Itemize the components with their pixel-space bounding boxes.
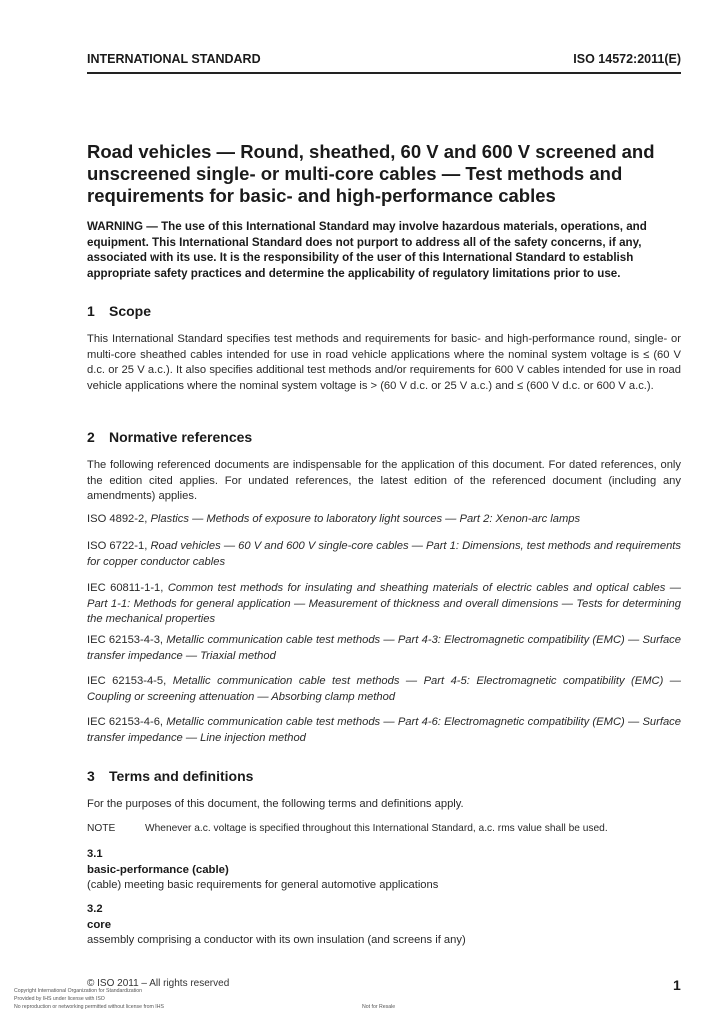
reference-code: ISO 4892-2, <box>87 513 151 525</box>
section-number: 1 <box>87 303 95 319</box>
reference-code: IEC 62153-4-5, <box>87 675 173 687</box>
reference-title: Metallic communication cable test methods — Part 4-5: Electromagnetic compatibility (EMC) — Coupling or screening attenuation — Absorbing clamp method <box>87 675 681 703</box>
reference-title: Metallic communication cable test methods — Part 4-6: Electromagnetic compatibility (EMC) — Surface transfer impedance — Line injection method <box>87 716 681 744</box>
reference-item <box>87 539 681 570</box>
reference-title: Metallic communication cable test methods — Part 4-3: Electromagnetic compatibility (EMC) — Surface transfer impedance — Triaxial method <box>87 634 681 662</box>
section-number: 3 <box>87 768 95 784</box>
scope-text: This International Standard specifies test methods and requirements for basic- and high-performance round, single- or multi-core sheathed cables intended for use in road vehicle applications where the nominal system voltage is ≤ (60 V d.c. or 25 V a.c.). It also specifies additional test methods and/or requirements for 600 V cables intended for use in road vehicle applications where the nominal system voltage is > (60 V d.c. or 25 V a.c.) and ≤ (600 V d.c. or 600 V a.c.). <box>87 333 681 392</box>
reference-item <box>87 633 681 664</box>
reference-code: ISO 6722-1, <box>87 540 151 552</box>
fine-print: No reproduction or networking permitted without license from IHS <box>14 1004 164 1010</box>
reference-title: Road vehicles — 60 V and 600 V single-core cables — Part 1: Dimensions, test methods and requirements for copper conductor cables <box>87 540 681 568</box>
term-definition: (cable) meeting basic requirements for general automotive applications <box>87 879 439 891</box>
document-title: Road vehicles — Round, sheathed, 60 V and 600 V screened and unscreened single- or multi-core cables — Test methods and requirements for basic- and high-performance cables <box>87 141 655 206</box>
reference-code: IEC 62153-4-3, <box>87 634 167 646</box>
section-title: Normative references <box>109 429 253 445</box>
reference-code: IEC 62153-4-6, <box>87 716 167 728</box>
term-name: core <box>87 919 112 931</box>
section-heading-scope <box>87 303 151 319</box>
section-number: 2 <box>87 429 95 445</box>
section-heading-normative <box>87 429 252 445</box>
reference-title: Common test methods for insulating and sheathing materials of electric cables and optical cables — Part 1-1: Methods for general application — Measurement of thickness and overall dimensions — Tests for determining the mechanical properties <box>87 582 681 625</box>
term-number: 3.2 <box>87 903 103 915</box>
fine-print: Not for Resale <box>362 1004 396 1010</box>
reference-item <box>87 674 681 705</box>
warning-paragraph: WARNING — The use of this International Standard may involve hazardous materials, operations, and equipment. This International Standard does not purport to address all of the safety concerns, if any, associated with its use. It is the responsibility of the user of this International Standard to establish appropriate safety practices and determine the applicability of regulatory limitations prior to use. <box>87 220 647 280</box>
term-name: basic-performance (cable) <box>87 864 229 876</box>
note-label: NOTE <box>87 823 116 834</box>
term-definition: assembly comprising a conductor with its own insulation (and screens if any) <box>87 934 466 946</box>
normative-intro: The following referenced documents are indispensable for the application of this document. For dated references, only the edition cited applies. For undated references, the latest edition of the referenced document (including any amendments) applies. <box>87 459 681 502</box>
note-text: Whenever a.c. voltage is specified throughout this International Standard, a.c. rms value shall be used. <box>145 823 608 834</box>
header-rule <box>87 72 681 74</box>
reference-item <box>87 715 681 746</box>
section-title: Terms and definitions <box>109 768 254 784</box>
term-number: 3.1 <box>87 848 103 860</box>
document-type: INTERNATIONAL STANDARD <box>87 52 261 66</box>
document-number: ISO 14572:2011(E) <box>573 52 681 66</box>
fine-print: Copyright International Organization for Standardization <box>14 988 143 994</box>
running-header <box>87 52 681 72</box>
copyright-notice: © ISO 2011 – All rights reserved <box>87 978 230 989</box>
section-title: Scope <box>109 303 152 319</box>
reference-item <box>87 581 681 628</box>
fine-print: Provided by IHS under license with ISO <box>14 996 105 1002</box>
note <box>87 823 608 834</box>
terms-intro: For the purposes of this document, the following terms and definitions apply. <box>87 798 464 810</box>
page-number: 1 <box>673 977 681 993</box>
reference-title: Plastics — Methods of exposure to laboratory light sources — Part 2: Xenon-arc lamps <box>150 513 581 525</box>
reference-code: IEC 60811-1-1, <box>87 582 168 594</box>
reference-item <box>87 512 681 528</box>
section-heading-terms <box>87 768 253 784</box>
